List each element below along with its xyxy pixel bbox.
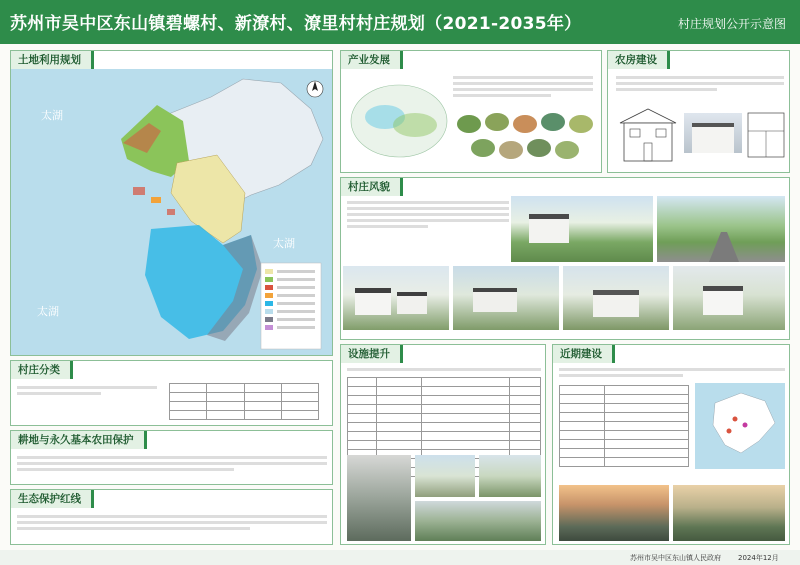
facilities-photo-2	[415, 455, 475, 497]
facilities-title: 设施提升	[341, 345, 403, 363]
landscape-text-placeholder	[347, 198, 509, 244]
industry-photo	[457, 115, 481, 133]
facilities-photo-1	[347, 455, 411, 541]
legend-swatch	[265, 309, 273, 314]
page-subtitle: 村庄规划公开示意图	[677, 17, 786, 31]
header-bar	[0, 0, 800, 44]
legend-swatch	[265, 301, 273, 306]
land-use-panel	[10, 50, 333, 356]
house-plan-drawing	[746, 111, 786, 161]
landscape-photo-1	[343, 266, 449, 330]
recent-text-placeholder	[559, 365, 785, 381]
landscape-photo-road	[657, 196, 785, 262]
industry-photo-cluster	[457, 113, 597, 169]
footer-bar	[0, 550, 800, 565]
recent-location-map	[695, 383, 785, 469]
recent-panel	[552, 344, 790, 545]
lake-label: 太湖	[41, 109, 63, 122]
page-title: 苏州市吴中区东山镇碧螺村、新潦村、潦里村村庄规划（2021-2035年）	[10, 14, 582, 34]
industry-photo	[513, 115, 537, 133]
landscape-photo-3	[563, 266, 669, 330]
village-patch	[133, 187, 145, 195]
facilities-panel	[340, 344, 546, 545]
landscape-photo-2	[453, 266, 559, 330]
ecology-text-placeholder	[17, 512, 327, 540]
legend-swatch	[265, 269, 273, 274]
classification-panel	[10, 360, 333, 426]
industry-photo	[499, 141, 523, 159]
legend-swatch	[265, 325, 273, 330]
house-elevation-drawing	[616, 105, 680, 167]
recent-photo-2	[673, 485, 785, 541]
housing-text-placeholder	[616, 73, 784, 99]
legend-swatch	[265, 293, 273, 298]
footer-organization: 苏州市吴中区东山镇人民政府	[630, 554, 721, 562]
landscape-photo-4	[673, 266, 785, 330]
classification-title: 村庄分类	[11, 361, 73, 379]
recent-table	[559, 385, 689, 467]
classification-table	[169, 383, 319, 420]
classification-text-placeholder	[17, 383, 157, 403]
industry-photo	[569, 115, 593, 133]
industry-text-placeholder	[453, 73, 593, 111]
farmland-title: 耕地与永久基本农田保护	[11, 431, 147, 449]
industry-diagram	[345, 71, 453, 171]
housing-title: 农房建设	[608, 51, 670, 69]
land-use-map	[11, 69, 332, 355]
recent-photo-1	[559, 485, 669, 541]
facilities-photo-3	[479, 455, 541, 497]
farmland-panel	[10, 430, 333, 485]
legend-swatch	[265, 317, 273, 322]
lake-label: 太湖	[273, 237, 295, 250]
recent-title: 近期建设	[553, 345, 615, 363]
landscape-photo-village	[511, 196, 653, 262]
lake-label: 太湖	[37, 305, 59, 318]
farmland-text-placeholder	[17, 453, 327, 481]
industry-photo	[485, 113, 509, 131]
landscape-panel	[340, 177, 790, 340]
landscape-title: 村庄风貌	[341, 178, 403, 196]
land-use-title: 土地利用规划	[11, 51, 94, 69]
facilities-text-placeholder	[347, 365, 541, 375]
ecology-panel	[10, 489, 333, 545]
housing-panel	[607, 50, 790, 173]
industry-photo	[541, 113, 565, 131]
ecology-title: 生态保护红线	[11, 490, 94, 508]
village-patch	[167, 209, 175, 215]
legend-swatch	[265, 285, 273, 290]
village-patch	[151, 197, 161, 203]
footer-date: 2024年12月	[738, 554, 779, 562]
industry-photo	[527, 139, 551, 157]
industry-panel	[340, 50, 602, 173]
industry-title: 产业发展	[341, 51, 403, 69]
legend-swatch	[265, 277, 273, 282]
facilities-photo-4	[415, 501, 541, 541]
house-render-photo	[684, 113, 742, 153]
industry-photo	[471, 139, 495, 157]
industry-photo	[555, 141, 579, 159]
